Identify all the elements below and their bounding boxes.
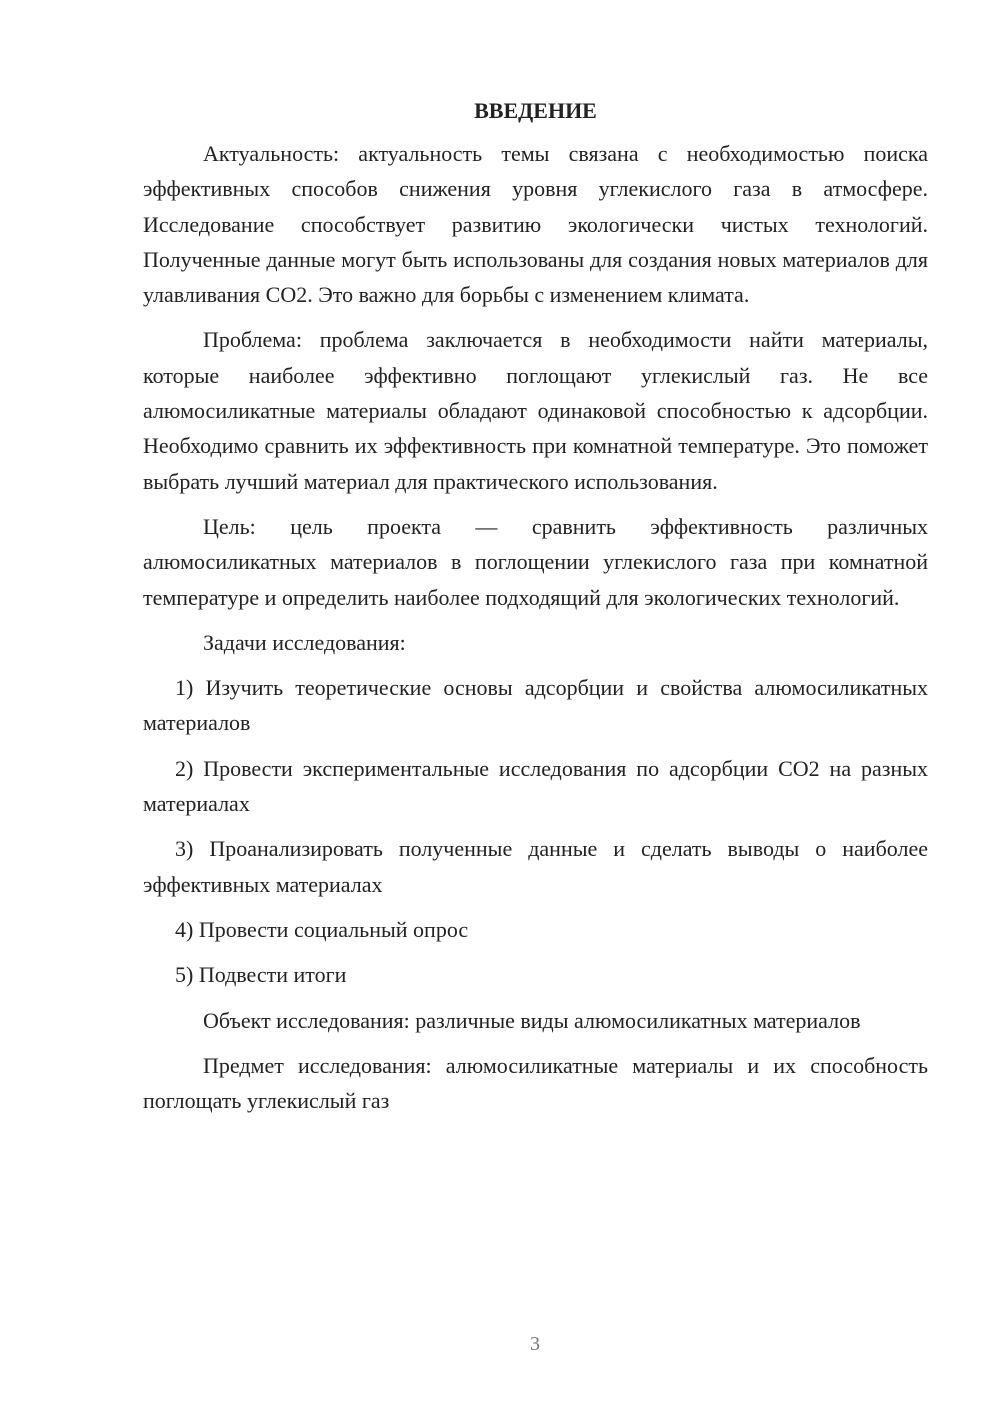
object-paragraph: Объект исследования: различные виды алюмосиликатных материалов [203,1007,861,1033]
tasks-heading: Задачи исследования: [203,629,406,655]
task-item-5: 5) Подвести итоги [175,962,347,988]
page-content [143,95,928,1128]
subject-paragraph: Предмет исследования: алюмосиликатные материалы и их способность поглощать углекислый газ [143,1052,928,1114]
problem-paragraph: Проблема: проблема заключается в необходимости найти материалы, которые наиболее эффективно поглощают углекислый газ. Не все алюмосиликатные материалы обладают одинаковой способностью к адсорбции. Необходимо сравнить их эффективность при комнатной температуре. Это поможет выбрать лучший материал для практического использования. [143,327,928,494]
task-item-2: 2) Провести экспериментальные исследования по адсорбции CO2 на разных материалах [143,755,928,817]
task-item-1: 1) Изучить теоретические основы адсорбции и свойства алюмосиликатных материалов [143,675,928,736]
task-item-3: 3) Проанализировать полученные данные и сделать выводы о наиболее эффективных материалах [143,836,928,897]
task-item-4: 4) Провести социальный опрос [175,916,469,942]
goal-paragraph: Цель: цель проекта — сравнить эффективность различных алюмосиликатных материалов в поглощении углекислого газа при комнатной температуре и определить наиболее подходящий для экологических технологий. [143,513,928,610]
page-number: 3 [530,1333,540,1355]
relevance-paragraph: Актуальность: актуальность темы связана с необходимостью поиска эффективных способов снижения уровня углекислого газа в атмосфере. Исследование способствует развитию экологически чистых технологий. Полученные данные могут быть использованы для создания новых материалов для улавливания CO2. Это важно для борьбы с изменением климата. [143,141,928,308]
section-title: ВВЕДЕНИЕ [474,98,597,123]
